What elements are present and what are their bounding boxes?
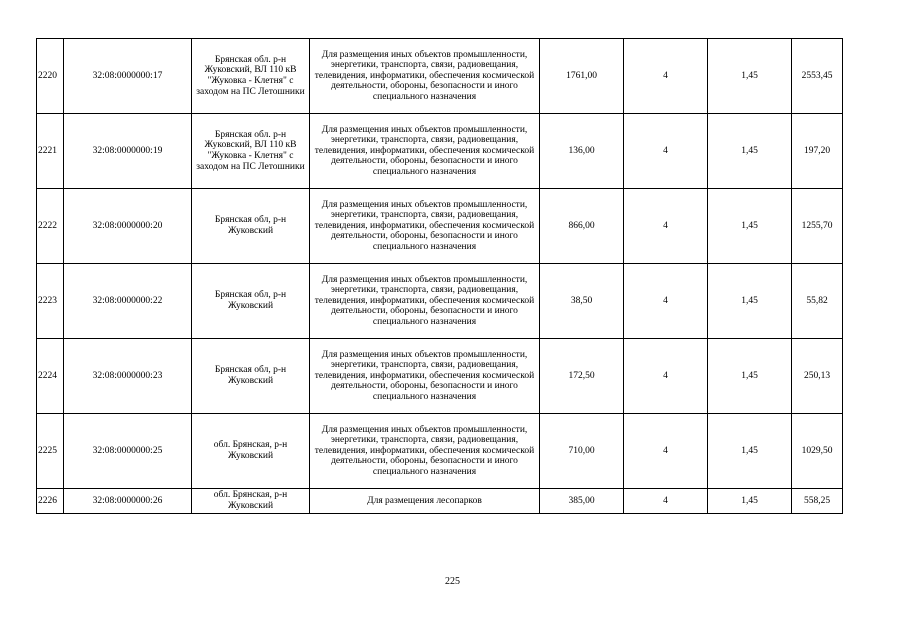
rate-coefficient: 1,45 bbox=[708, 414, 792, 489]
land-location: обл. Брянская, р-н Жуковский bbox=[192, 489, 310, 514]
use-group: 4 bbox=[624, 264, 708, 339]
cadastral-number: 32:08:0000000:26 bbox=[64, 489, 192, 514]
total-value: 197,20 bbox=[792, 114, 843, 189]
permitted-use: Для размещения иных объектов промышленности, энергетики, транспорта, связи, радиовещания, телевидения, информатики, обеспечения космической деятельности, обороны, безопасности и иного специального назначения bbox=[310, 414, 540, 489]
cadastral-register-table bbox=[36, 38, 843, 514]
rate-coefficient: 1,45 bbox=[708, 114, 792, 189]
page-number: 225 bbox=[445, 576, 460, 587]
permitted-use: Для размещения иных объектов промышленности, энергетики, транспорта, связи, радиовещания, телевидения, информатики, обеспечения космической деятельности, обороны, безопасности и иного специального назначения bbox=[310, 339, 540, 414]
cadastral-number: 32:08:0000000:23 bbox=[64, 339, 192, 414]
permitted-use: Для размещения лесопарков bbox=[310, 489, 540, 514]
total-value: 250,13 bbox=[792, 339, 843, 414]
rate-coefficient: 1,45 bbox=[708, 339, 792, 414]
land-location: Брянская обл, р-н Жуковский bbox=[192, 264, 310, 339]
row-number: 2220 bbox=[37, 39, 64, 114]
rate-coefficient: 1,45 bbox=[708, 264, 792, 339]
permitted-use: Для размещения иных объектов промышленности, энергетики, транспорта, связи, радиовещания, телевидения, информатики, обеспечения космической деятельности, обороны, безопасности и иного специального назначения bbox=[310, 264, 540, 339]
row-number: 2221 bbox=[37, 114, 64, 189]
use-group: 4 bbox=[624, 39, 708, 114]
land-area: 38,50 bbox=[540, 264, 624, 339]
total-value: 55,82 bbox=[792, 264, 843, 339]
row-number: 2226 bbox=[37, 489, 64, 514]
table-row bbox=[37, 264, 843, 339]
land-location: Брянская обл. р-н Жуковский, ВЛ 110 кВ "Жуковка - Клетня" с заходом на ПС Летошники bbox=[192, 39, 310, 114]
total-value: 1255,70 bbox=[792, 189, 843, 264]
land-area: 172,50 bbox=[540, 339, 624, 414]
row-number: 2225 bbox=[37, 414, 64, 489]
use-group: 4 bbox=[624, 414, 708, 489]
table-row bbox=[37, 489, 843, 514]
row-number: 2224 bbox=[37, 339, 64, 414]
land-area: 1761,00 bbox=[540, 39, 624, 114]
table-row bbox=[37, 189, 843, 264]
land-location: Брянская обл, р-н Жуковский bbox=[192, 339, 310, 414]
cadastral-number: 32:08:0000000:17 bbox=[64, 39, 192, 114]
total-value: 2553,45 bbox=[792, 39, 843, 114]
cadastral-number: 32:08:0000000:20 bbox=[64, 189, 192, 264]
cadastral-number: 32:08:0000000:22 bbox=[64, 264, 192, 339]
permitted-use: Для размещения иных объектов промышленности, энергетики, транспорта, связи, радиовещания, телевидения, информатики, обеспечения космической деятельности, обороны, безопасности и иного специального назначения bbox=[310, 114, 540, 189]
use-group: 4 bbox=[624, 339, 708, 414]
cadastral-number: 32:08:0000000:25 bbox=[64, 414, 192, 489]
table-row bbox=[37, 114, 843, 189]
row-number: 2223 bbox=[37, 264, 64, 339]
rate-coefficient: 1,45 bbox=[708, 189, 792, 264]
permitted-use: Для размещения иных объектов промышленности, энергетики, транспорта, связи, радиовещания, телевидения, информатики, обеспечения космической деятельности, обороны, безопасности и иного специального назначения bbox=[310, 189, 540, 264]
total-value: 558,25 bbox=[792, 489, 843, 514]
use-group: 4 bbox=[624, 114, 708, 189]
land-location: Брянская обл, р-н Жуковский bbox=[192, 189, 310, 264]
land-area: 710,00 bbox=[540, 414, 624, 489]
cadastral-number: 32:08:0000000:19 bbox=[64, 114, 192, 189]
permitted-use: Для размещения иных объектов промышленности, энергетики, транспорта, связи, радиовещания, телевидения, информатики, обеспечения космической деятельности, обороны, безопасности и иного специального назначения bbox=[310, 39, 540, 114]
rate-coefficient: 1,45 bbox=[708, 489, 792, 514]
table-row bbox=[37, 39, 843, 114]
rate-coefficient: 1,45 bbox=[708, 39, 792, 114]
land-area: 385,00 bbox=[540, 489, 624, 514]
row-number: 2222 bbox=[37, 189, 64, 264]
table-row bbox=[37, 339, 843, 414]
use-group: 4 bbox=[624, 489, 708, 514]
total-value: 1029,50 bbox=[792, 414, 843, 489]
use-group: 4 bbox=[624, 189, 708, 264]
table-row bbox=[37, 414, 843, 489]
land-area: 866,00 bbox=[540, 189, 624, 264]
land-location: обл. Брянская, р-н Жуковский bbox=[192, 414, 310, 489]
land-location: Брянская обл. р-н Жуковский, ВЛ 110 кВ "Жуковка - Клетня" с заходом на ПС Летошники bbox=[192, 114, 310, 189]
land-area: 136,00 bbox=[540, 114, 624, 189]
register-body bbox=[37, 39, 843, 514]
